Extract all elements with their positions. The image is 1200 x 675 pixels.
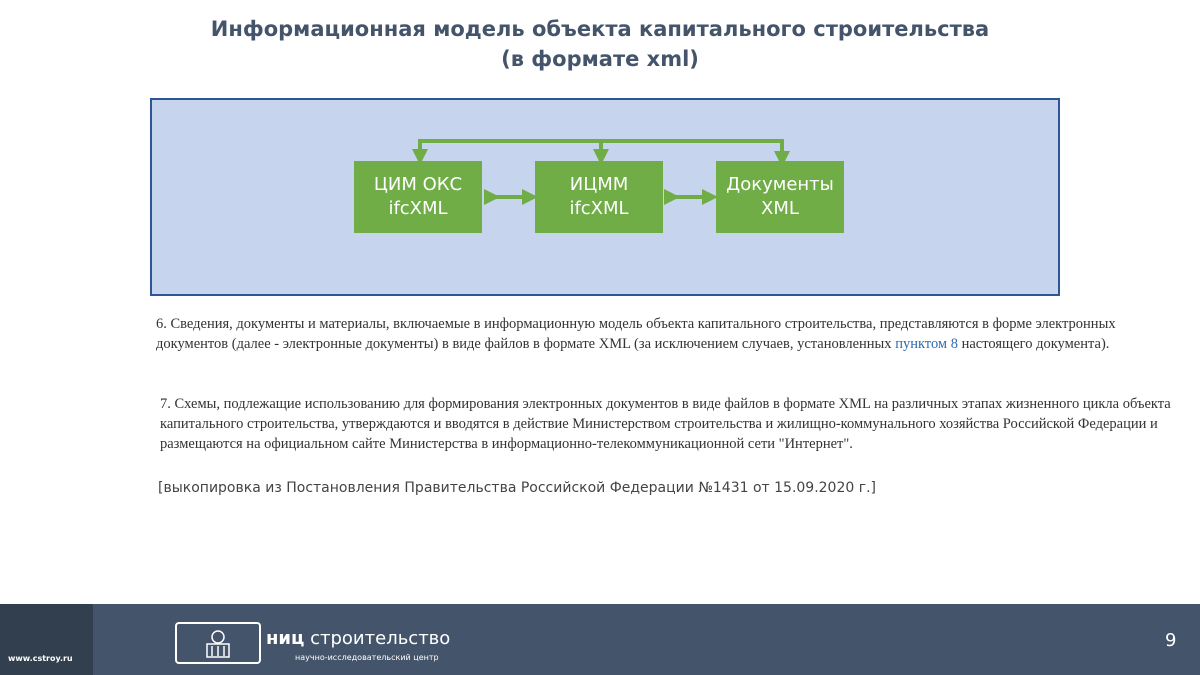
box-icmm-line2: ifcXML — [569, 198, 629, 219]
logo-frame — [175, 622, 261, 664]
footer-side-block — [0, 604, 93, 675]
paragraph-6-end: настоящего документа). — [957, 336, 1110, 352]
building-logo-icon — [177, 624, 259, 662]
slide-title-line1: Информационная модель объекта капитального строительства — [210, 17, 990, 41]
box-icmm — [535, 161, 663, 233]
logo-subtitle: научно-исследовательский центр — [295, 653, 439, 662]
source-note: [выкопировка из Постановления Правительства Российской Федерации №1431 от 15.09.2020 г.] — [158, 480, 876, 496]
footer — [0, 604, 1200, 675]
paragraph-6-link[interactable]: пунктом 8 — [895, 336, 958, 352]
logo-name-bold: ниц — [266, 628, 305, 649]
box-documents-line1: Документы — [726, 174, 834, 195]
paragraph-6 — [156, 314, 1141, 354]
diagram-panel — [150, 98, 1060, 296]
box-cim-oks-line1: ЦИМ ОКС — [373, 174, 463, 195]
page-number: 9 — [1165, 630, 1177, 651]
box-cim-oks-line2: ifcXML — [388, 198, 448, 219]
website-link[interactable]: www.cstroy.ru — [8, 654, 73, 663]
logo-name — [266, 628, 450, 649]
paragraph-6-text: 6. Сведения, документы и материалы, включаемые в информационную модель объекта капитального строительства, представляются в форме электронных документов (далее - электронные документы) в виде файлов в формате XML (за исключением случаев, установленных — [156, 316, 1116, 352]
box-documents — [716, 161, 844, 233]
slide-title-line2: (в формате xml) — [501, 47, 699, 71]
box-documents-line2: XML — [761, 198, 799, 219]
slide-title — [0, 14, 1200, 74]
box-cim-oks — [354, 161, 482, 233]
box-icmm-line1: ИЦММ — [569, 174, 629, 195]
paragraph-7: 7. Схемы, подлежащие использованию для формирования электронных документов в виде файлов в формате XML на различных этапах жизненного цикла объекта капитального строительства, утверждаются и вводятся в действие Министерством строительства и жилищно-коммунального хозяйства Российской Федерации и размещаются на официальном сайте Министерства в информационно-телекоммуникационной сети "Интернет". — [160, 396, 1171, 452]
logo-name-rest: строительство — [304, 628, 451, 649]
